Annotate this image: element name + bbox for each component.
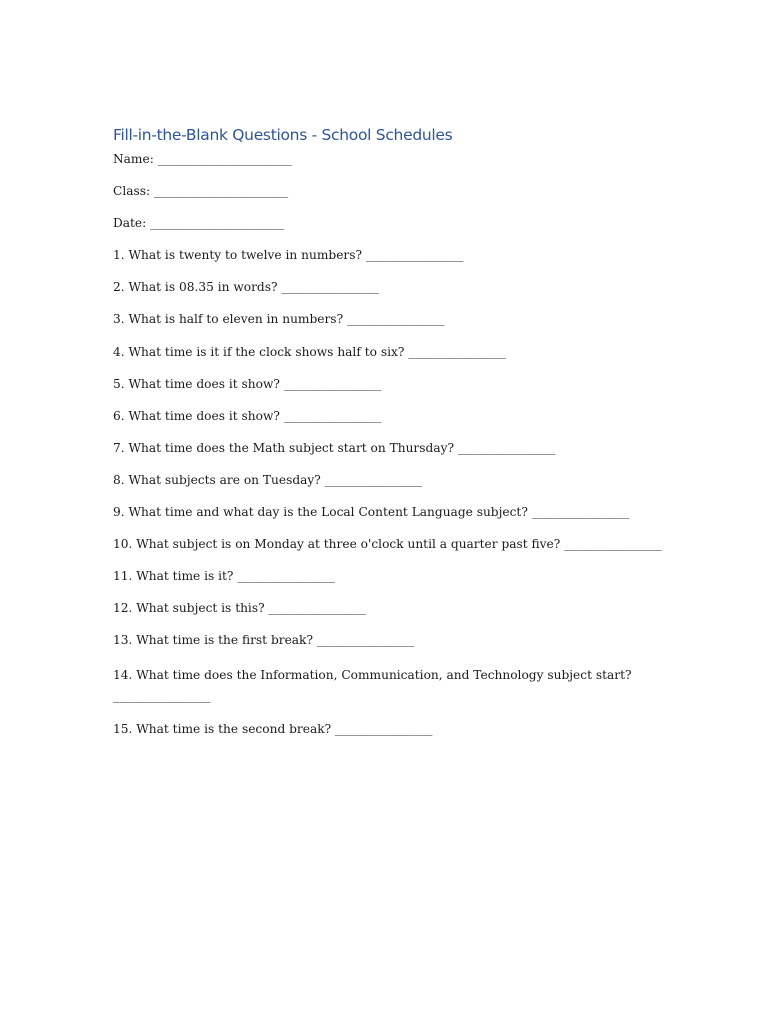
question-5: 5. What time does it show? ________________ [113,376,382,391]
date-field: Date: ______________________ [113,216,285,231]
question-8: 8. What subjects are on Tuesday? ________________ [113,472,423,487]
document-title: Fill-in-the-Blank Questions - School Schedules [113,126,453,144]
question-13: 13. What time is the first break? ________________ [113,633,415,648]
question-3: 3. What is half to eleven in numbers? ________________ [113,312,445,327]
question-11: 11. What time is it? ________________ [113,569,335,584]
question-14: 14. What time does the Information, Communication, and Technology subject start? ________________ [113,667,632,703]
name-field: Name: ______________________ [113,152,292,166]
question-6: 6. What time does it show? ________________ [113,408,382,423]
question-9: 9. What time and what day is the Local Content Language subject? ________________ [113,505,630,520]
question-15: 15. What time is the second break? ________________ [113,721,433,736]
class-field: Class: ______________________ [113,184,289,199]
question-1: 1. What is twenty to twelve in numbers? ________________ [113,248,464,263]
question-4: 4. What time is it if the clock shows half to six? ________________ [113,344,506,359]
question-10: 10. What subject is on Monday at three o'clock until a quarter past five? ________________ [113,537,662,552]
question-7: 7. What time does the Math subject start on Thursday? ________________ [113,440,556,455]
question-12: 12. What subject is this? ________________ [113,601,366,616]
question-2: 2. What is 08.35 in words? ________________ [113,280,379,295]
document-content [113,125,713,753]
